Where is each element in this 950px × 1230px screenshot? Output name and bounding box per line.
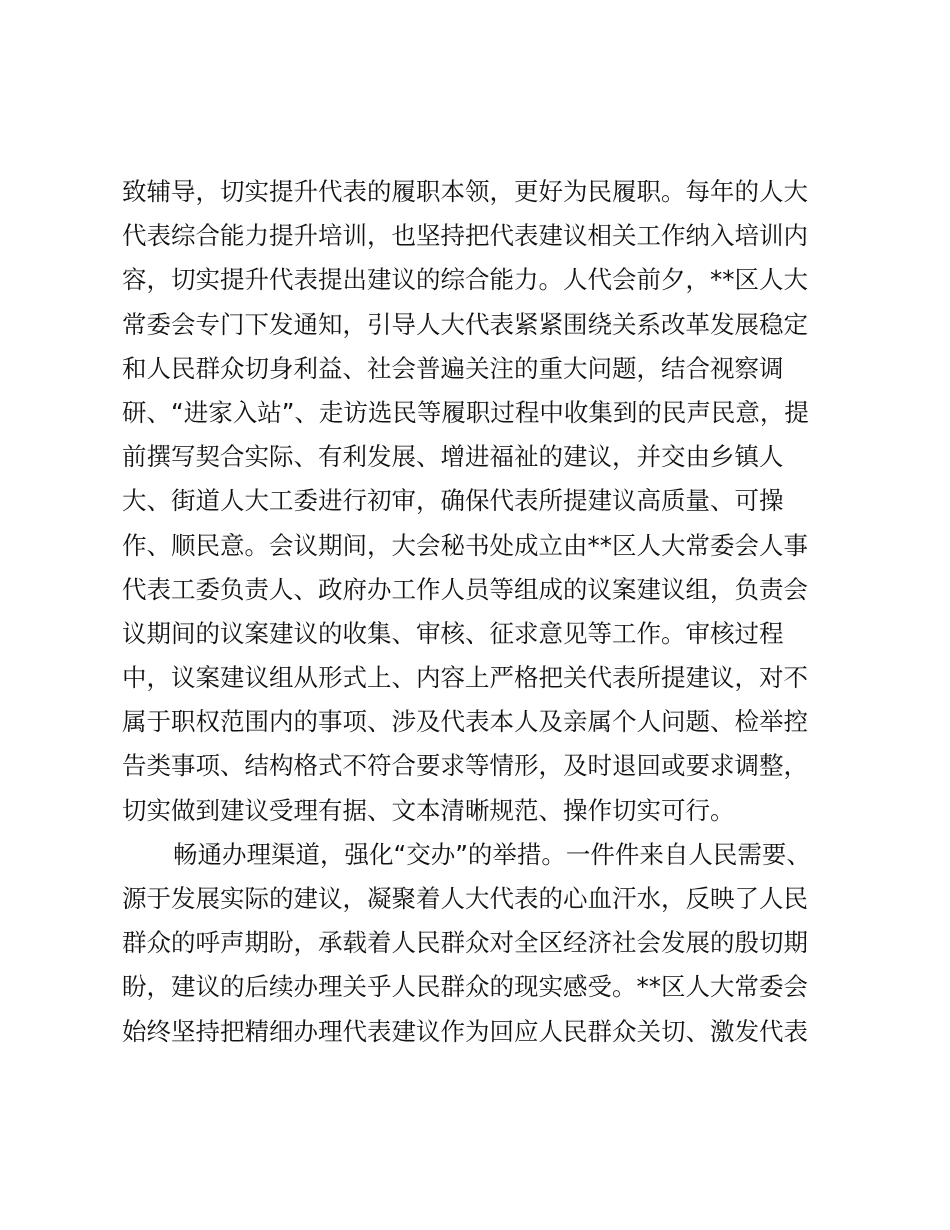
text-line: 作、顺民意。会议期间，大会秘书处成立由**区人大常委会人事 (122, 530, 808, 560)
text-line: 代表工委负责人、政府办工作人员等组成的议案建议组，负责会 (122, 574, 808, 604)
text-line: 代表综合能力提升培训，也坚持把代表建议相关工作纳入培训内 (122, 221, 808, 251)
text-line: 盼，建议的后续办理关乎人民群众的现实感受。**区人大常委会 (122, 972, 808, 1002)
text-line: 中，议案建议组从形式上、内容上严格把关代表所提建议，对不 (122, 663, 808, 693)
text-line: 前撰写契合实际、有利发展、增进福祉的建议，并交由乡镇人 (122, 442, 784, 472)
paragraph-1 (122, 170, 832, 833)
text-line: 常委会专门下发通知，引导人大代表紧紧围绕关系改革发展稳定 (122, 309, 808, 339)
text-line: 畅通办理渠道，强化“交办”的举措。一件件来自人民需要、 (173, 839, 811, 869)
text-line: 始终坚持把精细办理代表建议作为回应人民群众关切、激发代表 (122, 1016, 808, 1046)
text-line: 致辅导，切实提升代表的履职本领，更好为民履职。每年的人大 (122, 177, 808, 206)
text-line: 属于职权范围内的事项、涉及代表本人及亲属个人问题、检举控 (122, 707, 808, 737)
text-line: 大、街道人大工委进行初审，确保代表所提建议高质量、可操 (122, 486, 784, 516)
text-line: 源于发展实际的建议，凝聚着人大代表的心血汗水，反映了人民 (122, 884, 808, 913)
text-line: 议期间的议案建议的收集、审核、征求意见等工作。审核过程 (122, 618, 784, 648)
text-line: 告类事项、结构格式不符合要求等情形，及时退回或要求调整， (122, 751, 808, 781)
text-line: 群众的呼声期盼，承载着人民群众对全区经济社会发展的殷切期 (122, 928, 808, 958)
text-line: 研、“进家入站”、走访选民等履职过程中收集到的民声民意，提 (122, 397, 809, 427)
document-body (122, 170, 832, 1054)
text-line: 切实做到建议受理有据、文本清晰规范、操作切实可行。 (122, 795, 735, 825)
text-line: 容，切实提升代表提出建议的综合能力。人代会前夕，**区人大 (122, 265, 808, 295)
paragraph-2 (122, 833, 832, 1054)
text-line: 和人民群众切身利益、社会普遍关注的重大问题，结合视察调 (122, 353, 784, 383)
